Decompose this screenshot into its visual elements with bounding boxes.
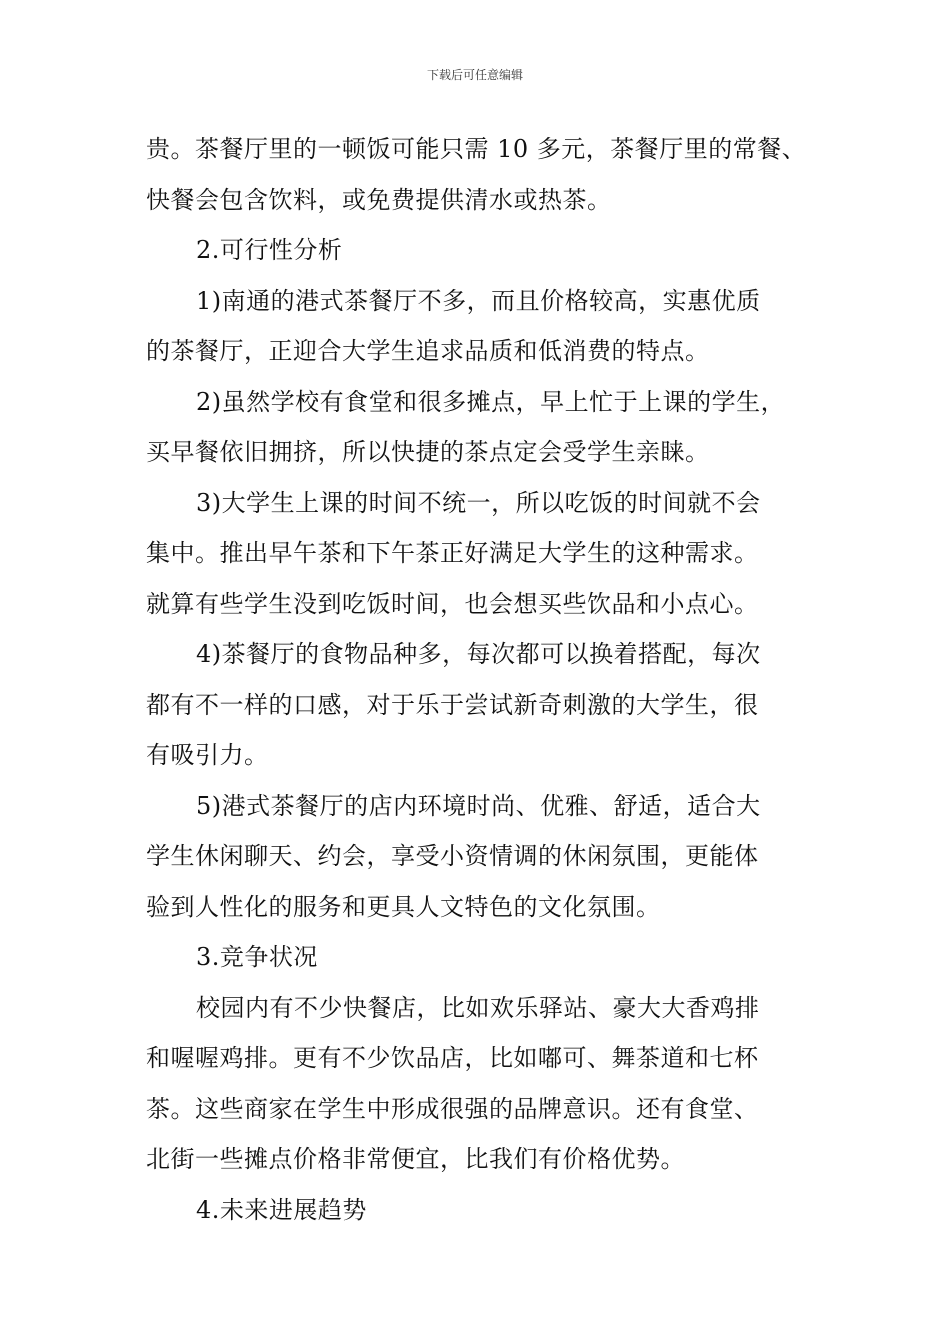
text-line: 校园内有不少快餐店，比如欢乐驿站、豪大大香鸡排 [196, 993, 760, 1022]
section-heading: 4.未来进展趋势 [196, 1195, 367, 1224]
document-body [146, 124, 826, 1235]
text-line: 茶。这些商家在学生中形成很强的品牌意识。还有食堂、 [146, 1094, 759, 1123]
text-line: 就算有些学生没到吃饭时间，也会想买些饮品和小点心。 [146, 589, 759, 618]
section-heading: 3.竞争状况 [196, 943, 318, 971]
text-line: 验到人性化的服务和更具人文特色的文化氛围。 [146, 892, 661, 921]
text-line: 都有不一样的口感，对于乐于尝试新奇刺激的大学生，很 [146, 690, 759, 719]
text-line: 的茶餐厅，正迎合大学生追求品质和低消费的特点。 [146, 337, 710, 365]
page-header: 下载后可任意编辑 [426, 68, 523, 82]
text-line: 3)大学生上课的时间不统一，所以吃饭的时间就不会 [196, 488, 761, 517]
text-line: 集中。推出早午茶和下午茶正好满足大学生的这种需求。 [146, 539, 759, 567]
text-line: 4)茶餐厅的食物品种多，每次都可以换着搭配，每次 [196, 640, 761, 668]
text-line: 有吸引力。 [146, 741, 269, 769]
text-line: 学生休闲聊天、约会，享受小资情调的休闲氛围，更能体 [146, 842, 759, 870]
text-line: 1)南通的港式茶餐厅不多，而且价格较高，实惠优质 [196, 286, 761, 315]
text-line: 贵。茶餐厅里的一顿饭可能只需 10 多元，茶餐厅里的常餐、 [146, 135, 807, 163]
text-line: 北街一些摊点价格非常便宜，比我们有价格优势。 [146, 1145, 685, 1173]
text-line: 2)虽然学校有食堂和很多摊点，早上忙于上课的学生， [196, 387, 786, 416]
text-line: 快餐会包含饮料，或免费提供清水或热茶。 [146, 185, 612, 214]
text-line: 5)港式茶餐厅的店内环境时尚、优雅、舒适，适合大 [196, 791, 761, 820]
text-line: 买早餐依旧拥挤，所以快捷的茶点定会受学生亲睐。 [146, 438, 710, 466]
section-heading: 2.可行性分析 [196, 236, 343, 264]
text-line: 和喔喔鸡排。更有不少饮品店，比如嘟可、舞茶道和七杯 [146, 1044, 759, 1072]
